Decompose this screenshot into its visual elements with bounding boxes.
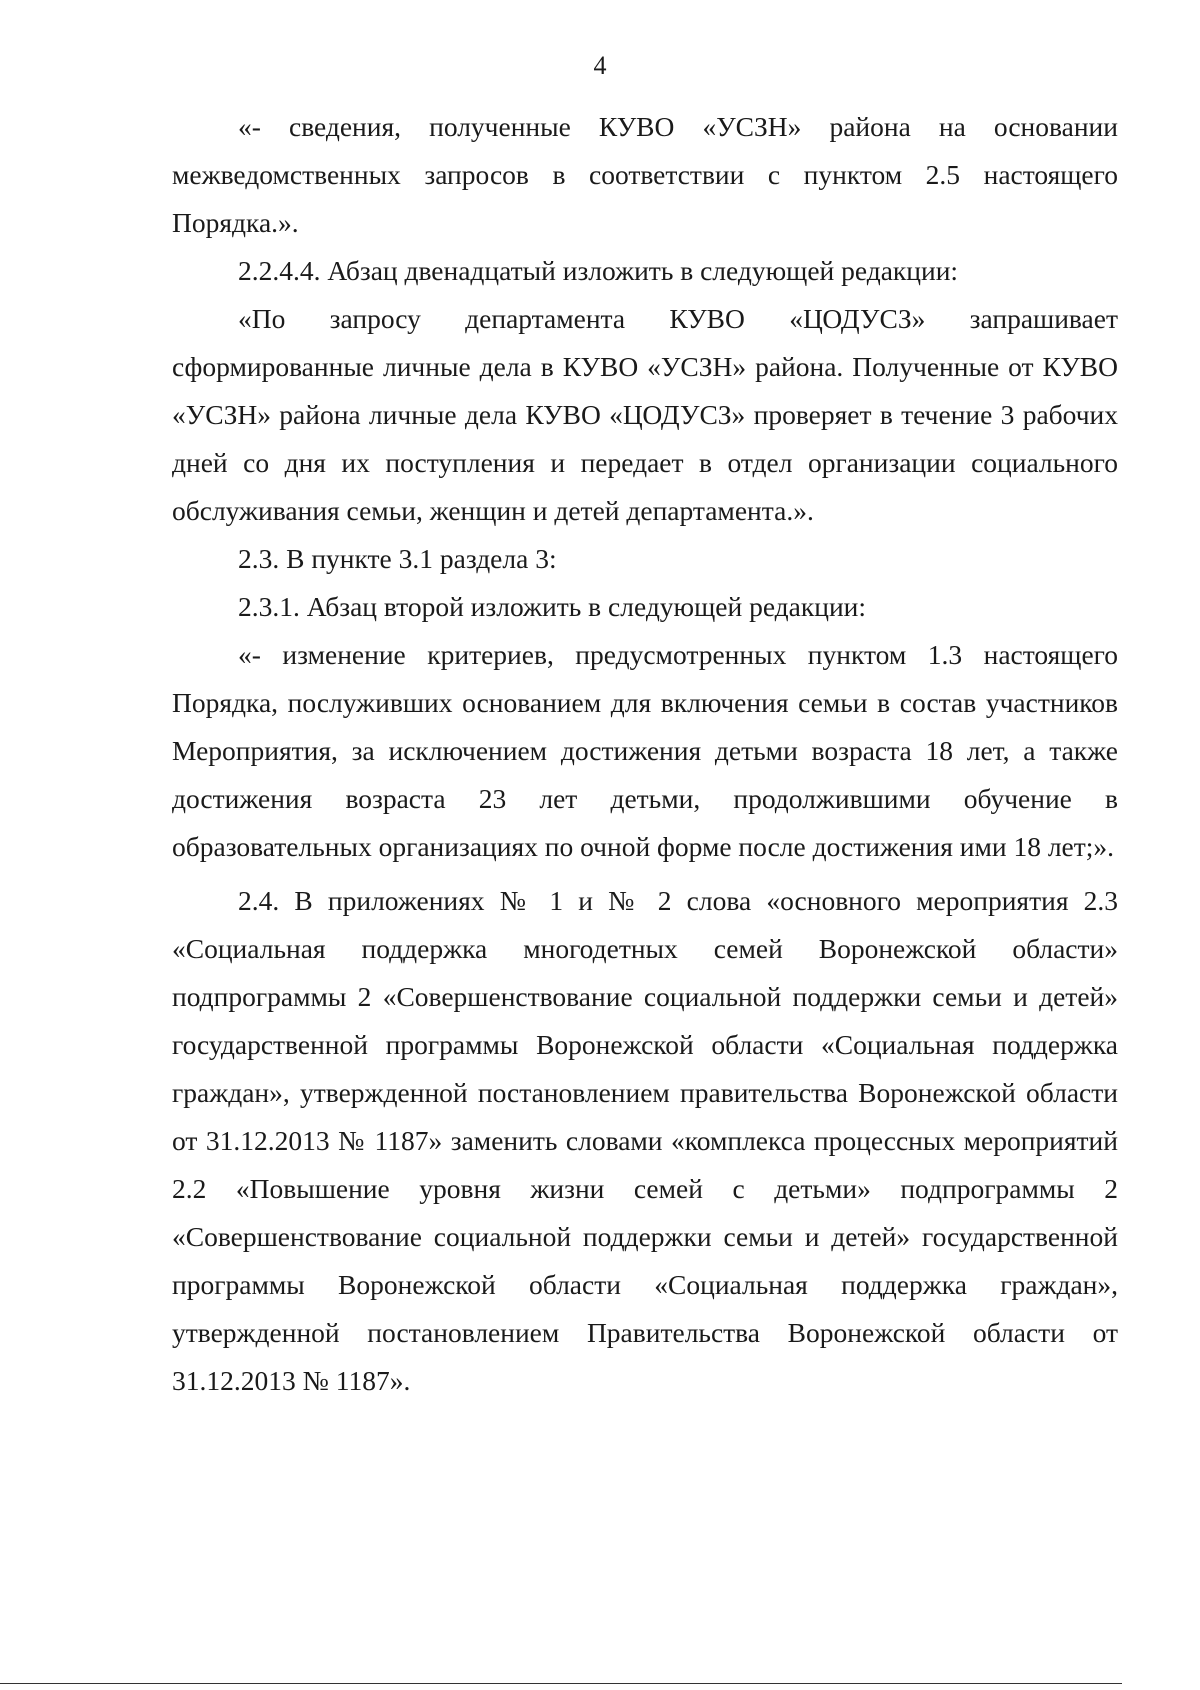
paragraph-2-3: 2.3. В пункте 3.1 раздела 3: — [238, 543, 557, 574]
paragraph-2-3-1: 2.3.1. Абзац второй изложить в следующей редакции: — [238, 591, 867, 622]
paragraph-2-2-4-4: 2.2.4.4. Абзац двенадцатый изложить в следующей редакции: — [238, 255, 959, 286]
paragraph-info-sources: «- сведения, полученные КУВО «УСЗН» района на основании межведомственных запросов в соответствии с пунктом 2.5 настоящего Порядка.». — [172, 111, 1118, 238]
page-number: 4 — [593, 51, 607, 80]
document-body — [172, 103, 1118, 1405]
paragraph-request-procedure: «По запросу департамента КУВО «ЦОДУСЗ» запрашивает сформированные личные дела в КУВО «УСЗН» района. Полученные от КУВО «УСЗН» района личные дела КУВО «ЦОДУСЗ» проверяет в течение 3 рабочих дней со дня их поступления и передает в отдел организации социального обслуживания семьи, женщин и детей департамента.». — [172, 303, 1118, 526]
paragraph-criteria-change: «- изменение критериев, предусмотренных пунктом 1.3 настоящего Порядка, послуживших основанием для включения семьи в состав участников Мероприятия, за исключением достижения детьми возраста 18 лет, а также достижения возраста 23 лет детьми, продолжившими обучение в образовательных организациях по очной форме после достижения ими 18 лет;». — [172, 639, 1118, 862]
page-bottom-rule — [0, 1683, 1122, 1684]
paragraph-2-4: 2.4. В приложениях № 1 и № 2 слова «основного мероприятия 2.3 «Социальная поддержка многодетных семей Воронежской области» подпрограммы 2 «Совершенствование социальной поддержки семьи и детей» государственной программы Воронежской области «Социальная поддержка граждан», утвержденной постановлением правительства Воронежской области от 31.12.2013 № 1187» заменить словами «комплекса процессных мероприятий 2.2 «Повышение уровня жизни семей с детьми» подпрограммы 2 «Совершенствование социальной поддержки семьи и детей» государственной программы Воронежской области «Социальная поддержка граждан», утвержденной постановлением Правительства Воронежской области от 31.12.2013 № 1187». — [172, 885, 1118, 1396]
